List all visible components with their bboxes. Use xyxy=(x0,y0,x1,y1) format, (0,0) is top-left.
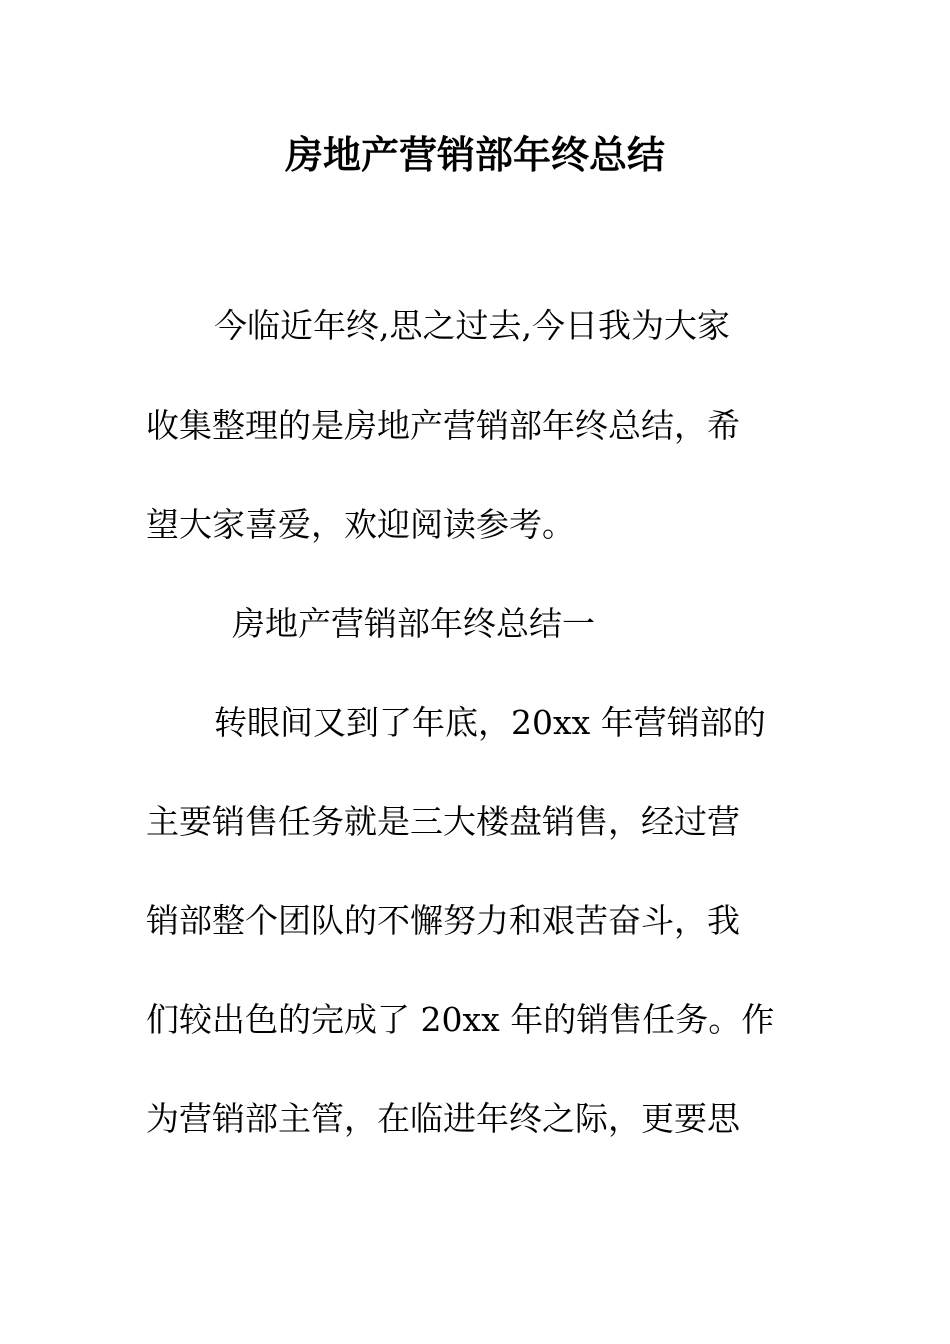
paragraph-line: 收集整理的是房地产营销部年终总结，希 xyxy=(146,406,740,445)
paragraph-line: 望大家喜爱，欢迎阅读参考。 xyxy=(146,505,575,544)
paragraph-line: 为营销部主管，在临进年终之际，更要思 xyxy=(146,1099,740,1138)
paragraph-line: 销部整个团队的不懈努力和艰苦奋斗，我 xyxy=(146,901,740,940)
paragraph-line: 今临近年终,思之过去,今日我为大家 xyxy=(214,306,730,345)
document-title: 房地产营销部年终总结 xyxy=(284,132,665,177)
paragraph-line: 转眼间又到了年底，20xx 年营销部的 xyxy=(214,703,766,742)
paragraph-line: 们较出色的完成了 20xx 年的销售任务。作 xyxy=(146,1000,775,1039)
section-heading: 房地产营销部年终总结一 xyxy=(232,604,595,643)
paragraph-line: 主要销售任务就是三大楼盘销售，经过营 xyxy=(146,802,740,841)
